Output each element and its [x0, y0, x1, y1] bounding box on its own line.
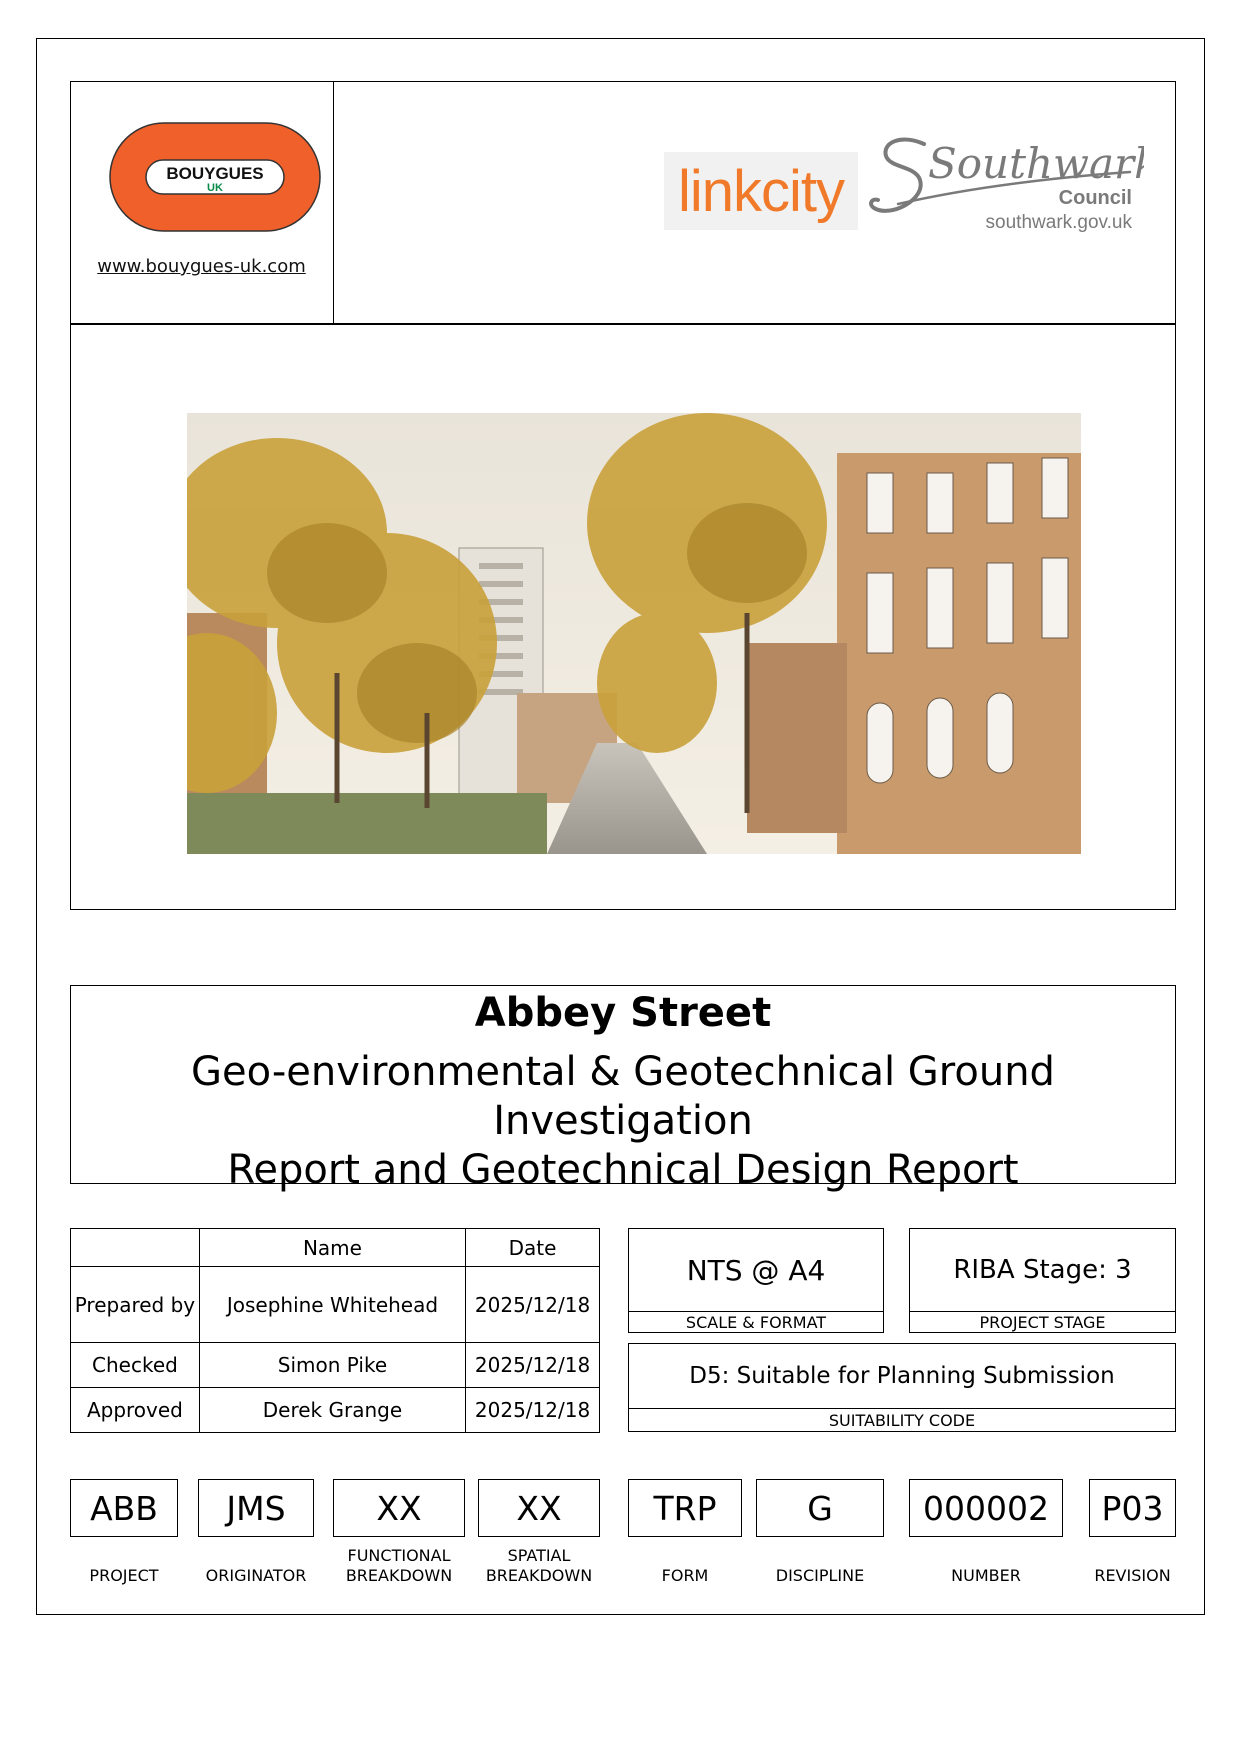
approval-date: 2025/12/18	[466, 1388, 600, 1433]
suitability-code-value: D5: Suitable for Planning Submission	[628, 1343, 1176, 1409]
approval-date: 2025/12/18	[466, 1343, 600, 1388]
code-label-revision: REVISION	[1094, 1566, 1171, 1585]
code-label-discipline: DISCIPLINE	[775, 1566, 865, 1585]
code-spatial-breakdown: XX	[478, 1479, 600, 1537]
approval-name: Derek Grange	[199, 1388, 465, 1433]
report-title	[70, 1048, 1176, 1195]
code-label-originator: ORIGINATOR	[205, 1566, 307, 1585]
approval-date: 2025/12/18	[466, 1267, 600, 1343]
bouygues-logo-text: BOUYGUES	[166, 164, 264, 183]
bouygues-logo	[108, 121, 322, 233]
code-form: TRP	[628, 1479, 742, 1537]
table-row	[71, 1267, 600, 1343]
linkcity-logo	[664, 152, 858, 230]
scale-format-label: SCALE & FORMAT	[628, 1311, 884, 1333]
approvals-header-blank	[71, 1229, 200, 1267]
code-number: 000002	[909, 1479, 1063, 1537]
approvals-header-row	[71, 1229, 600, 1267]
southwark-script-text: Southwark	[928, 139, 1144, 188]
report-title-line1: Geo-environmental & Geotechnical Ground Investigation	[191, 1049, 1055, 1144]
code-project: ABB	[70, 1479, 178, 1537]
southwark-url-text: southwark.gov.uk	[985, 212, 1132, 233]
table-row	[71, 1388, 600, 1433]
report-title-line2: Report and Geotechnical Design Report	[227, 1147, 1019, 1193]
southwark-council-logo	[868, 108, 1144, 238]
table-row	[71, 1343, 600, 1388]
suitability-code-label: SUITABILITY CODE	[628, 1408, 1176, 1432]
linkcity-logo-text: linkcity	[677, 158, 845, 224]
project-stage-value: RIBA Stage: 3	[909, 1228, 1176, 1312]
code-label-spatial-breakdown: SPATIAL BREAKDOWN	[485, 1546, 593, 1585]
street-illustration-image	[187, 413, 1081, 854]
approvals-header-name: Name	[199, 1229, 465, 1267]
code-label-project: PROJECT	[89, 1566, 159, 1585]
code-discipline: G	[756, 1479, 884, 1537]
approvals-table	[70, 1228, 600, 1433]
code-label-functional-breakdown: FUNCTIONAL BREAKDOWN	[345, 1546, 453, 1585]
bouygues-logo-subtext: UK	[207, 182, 223, 194]
approval-role: Approved	[71, 1388, 200, 1433]
approvals-header-date: Date	[466, 1229, 600, 1267]
header-divider	[333, 81, 334, 324]
code-functional-breakdown: XX	[333, 1479, 465, 1537]
project-stage-label: PROJECT STAGE	[909, 1311, 1176, 1333]
code-label-number: NUMBER	[951, 1566, 1021, 1585]
scale-format-value: NTS @ A4	[628, 1228, 884, 1312]
southwark-council-text: Council	[1058, 187, 1132, 209]
approval-name: Simon Pike	[199, 1343, 465, 1388]
code-label-form: FORM	[661, 1566, 709, 1585]
company-website-link[interactable]: www.bouygues-uk.com	[97, 256, 306, 277]
approval-role: Checked	[71, 1343, 200, 1388]
code-originator: JMS	[198, 1479, 314, 1537]
code-revision: P03	[1089, 1479, 1176, 1537]
approval-name: Josephine Whitehead	[199, 1267, 465, 1343]
project-name: Abbey Street	[474, 990, 772, 1036]
approval-role: Prepared by	[71, 1267, 200, 1343]
